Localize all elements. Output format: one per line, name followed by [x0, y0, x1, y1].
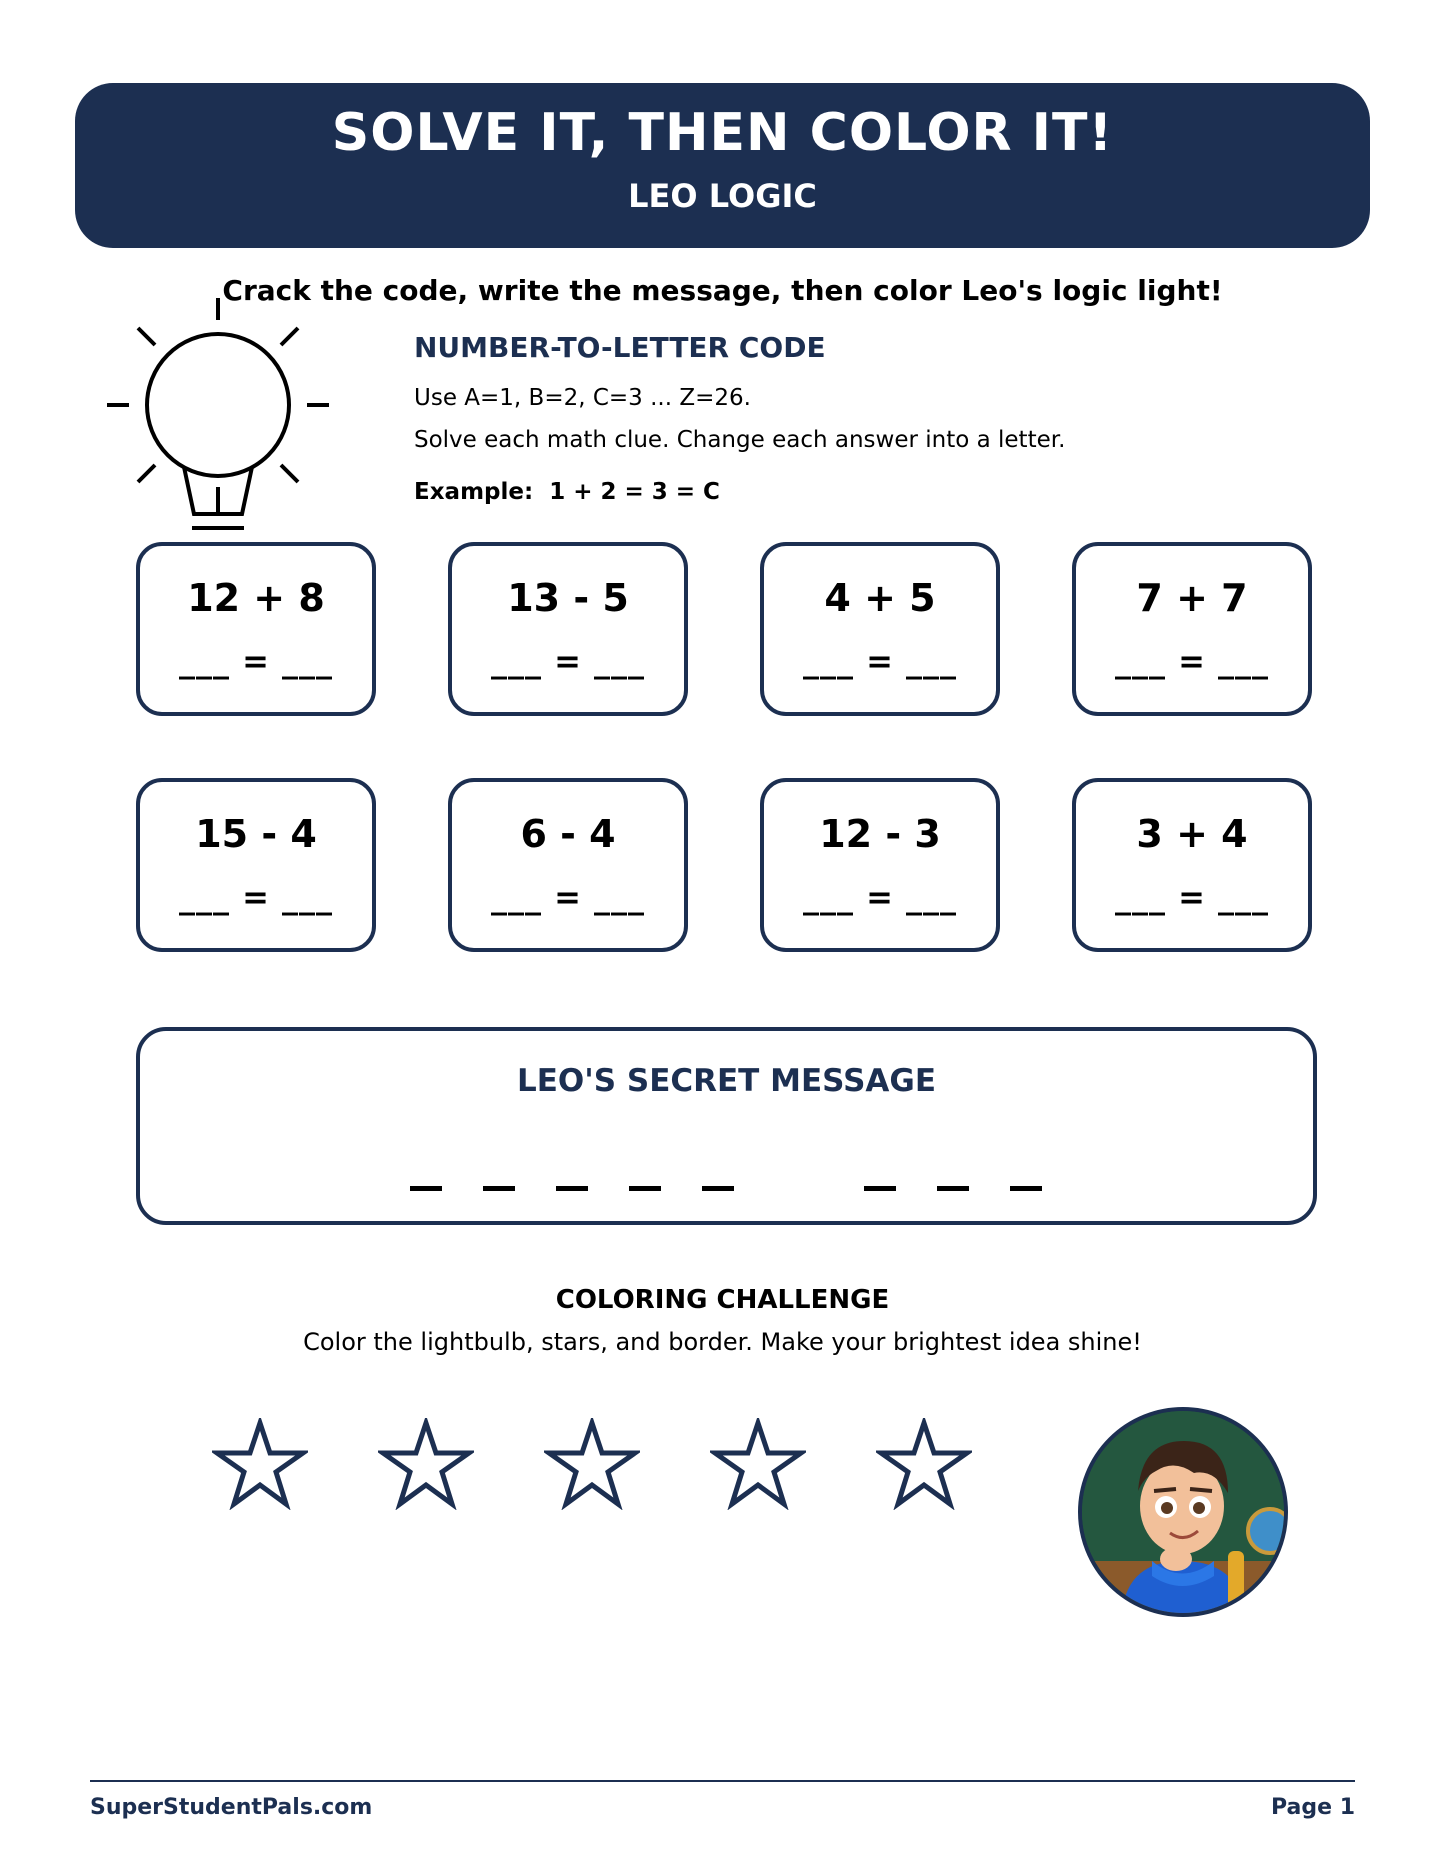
clue-card[interactable] — [1072, 778, 1312, 952]
star-icon[interactable] — [710, 1418, 806, 1510]
clue-answer-blank[interactable]: ___ = ___ — [802, 878, 958, 916]
coloring-instructions: Color the lightbulb, stars, and border. Make your brightest idea shine! — [303, 1328, 1142, 1356]
clue-answer-blank[interactable]: ___ = ___ — [178, 642, 334, 680]
message-letter-blank[interactable] — [629, 1186, 661, 1191]
clue-card[interactable] — [1072, 542, 1312, 716]
clue-expression: 6 - 4 — [520, 812, 616, 856]
star-icon[interactable] — [544, 1418, 640, 1510]
clue-answer-blank[interactable]: ___ = ___ — [490, 878, 646, 916]
message-letter-blank[interactable] — [410, 1186, 442, 1191]
code-title: NUMBER-TO-LETTER CODE — [414, 331, 826, 364]
clue-answer-blank[interactable]: ___ = ___ — [1114, 642, 1270, 680]
star-icon[interactable] — [212, 1418, 308, 1510]
leo-character-illustration — [1082, 1411, 1284, 1613]
page-subtitle: LEO LOGIC — [628, 177, 817, 215]
clue-expression: 3 + 4 — [1136, 812, 1248, 856]
clue-card[interactable] — [760, 778, 1000, 952]
clue-card[interactable] — [448, 778, 688, 952]
star-icon[interactable] — [876, 1418, 972, 1510]
page-title: SOLVE IT, THEN COLOR IT! — [331, 103, 1114, 163]
secret-message-title: LEO'S SECRET MESSAGE — [516, 1063, 937, 1099]
code-instructions: Solve each math clue. Change each answer into a letter. — [414, 427, 1066, 453]
footer-page-number: Page 1 — [1270, 1795, 1355, 1820]
message-letter-blank[interactable] — [556, 1186, 588, 1191]
lightbulb-icon — [100, 292, 336, 532]
clue-expression: 4 + 5 — [824, 576, 936, 620]
clue-expression: 12 - 3 — [819, 812, 941, 856]
clue-card[interactable] — [448, 542, 688, 716]
message-letter-blank[interactable] — [937, 1186, 969, 1191]
clue-card[interactable] — [136, 778, 376, 952]
message-letter-blank[interactable] — [483, 1186, 515, 1191]
clue-expression: 12 + 8 — [187, 576, 325, 620]
page-header — [75, 83, 1370, 248]
clue-card[interactable] — [760, 542, 1000, 716]
footer-site[interactable]: SuperStudentPals.com — [90, 1795, 373, 1820]
clue-answer-blank[interactable]: ___ = ___ — [490, 642, 646, 680]
message-letter-blank[interactable] — [1010, 1186, 1042, 1191]
leo-avatar — [1078, 1407, 1288, 1617]
message-letter-blank[interactable] — [864, 1186, 896, 1191]
intro-text: Crack the code, write the message, then color Leo's logic light! — [222, 274, 1223, 307]
code-rule: Use A=1, B=2, C=3 ... Z=26. — [414, 385, 751, 411]
clue-expression: 13 - 5 — [507, 576, 629, 620]
clue-answer-blank[interactable]: ___ = ___ — [178, 878, 334, 916]
star-icon[interactable] — [378, 1418, 474, 1510]
coloring-title: COLORING CHALLENGE — [555, 1285, 890, 1315]
clue-answer-blank[interactable]: ___ = ___ — [1114, 878, 1270, 916]
footer-divider — [90, 1780, 1355, 1782]
clue-answer-blank[interactable]: ___ = ___ — [802, 642, 958, 680]
clue-expression: 15 - 4 — [195, 812, 317, 856]
clue-card[interactable] — [136, 542, 376, 716]
message-letter-blank[interactable] — [702, 1186, 734, 1191]
code-example: Example: 1 + 2 = 3 = C — [414, 479, 720, 505]
clue-expression: 7 + 7 — [1136, 576, 1248, 620]
secret-message-box — [136, 1027, 1317, 1225]
